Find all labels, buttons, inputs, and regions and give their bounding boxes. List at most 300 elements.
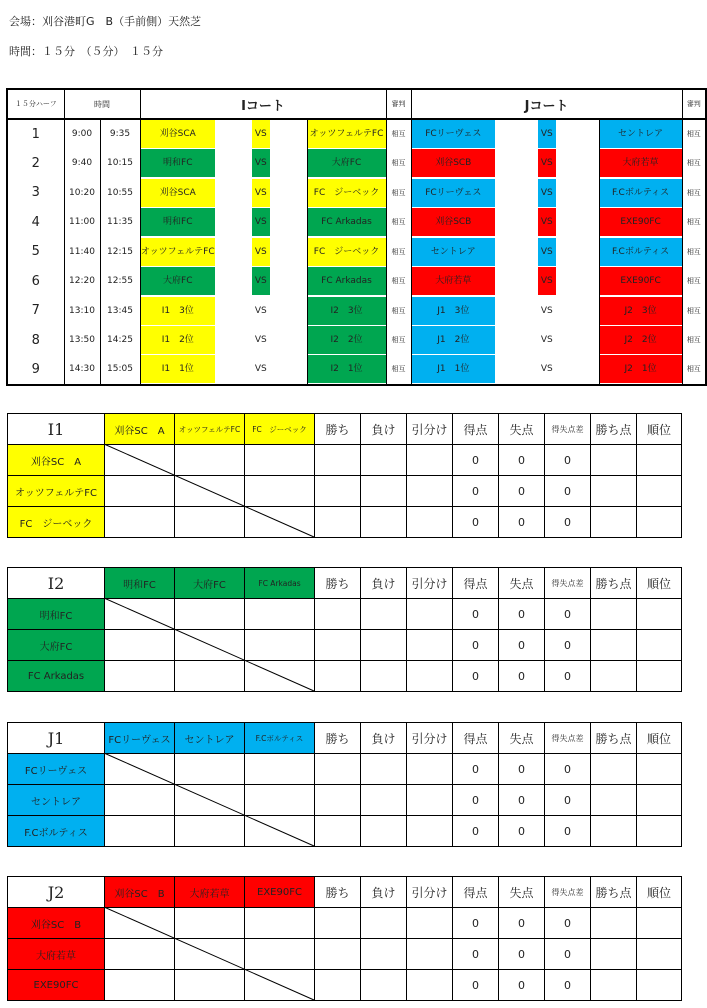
court-j-away-team-label: J2 3位 bbox=[600, 297, 682, 325]
court-i-home-team bbox=[140, 326, 215, 356]
court-j-home-team bbox=[411, 119, 495, 149]
court-i-referee: 相互 bbox=[386, 178, 411, 208]
start-time: 12:20 bbox=[69, 276, 95, 287]
result-cell bbox=[175, 754, 245, 785]
result-cell bbox=[175, 816, 245, 847]
result-cell bbox=[105, 661, 175, 692]
court-j-away-team bbox=[599, 119, 682, 149]
group-table-i1 bbox=[7, 413, 682, 538]
rank-cell bbox=[637, 599, 682, 630]
result-cell bbox=[245, 816, 315, 847]
court-j-vs bbox=[495, 208, 599, 238]
goals-against-cell: 0 bbox=[499, 939, 545, 970]
court-i-home-team bbox=[140, 149, 215, 179]
draws-cell bbox=[407, 661, 453, 692]
points-cell bbox=[591, 816, 637, 847]
draws-cell bbox=[407, 816, 453, 847]
court-j-away-team-label: F.Cボルティス bbox=[600, 179, 682, 207]
result-cell bbox=[245, 661, 315, 692]
wins-cell bbox=[315, 754, 361, 785]
points-cell bbox=[591, 939, 637, 970]
stat-header-win: 勝ち bbox=[315, 877, 361, 908]
court-j-vs-label: VS bbox=[540, 364, 553, 375]
result-cell bbox=[245, 939, 315, 970]
match-number: 4 bbox=[7, 208, 64, 238]
result-cell bbox=[245, 476, 315, 507]
court-j-vs-label: VS bbox=[538, 267, 556, 295]
team-name: 大府FC bbox=[8, 630, 105, 661]
court-j-away-team-label: F.Cボルティス bbox=[600, 238, 682, 266]
losses-cell bbox=[361, 630, 407, 661]
goals-for-cell: 0 bbox=[453, 939, 499, 970]
ref-label-i: 審判 bbox=[386, 89, 411, 119]
court-i-away-team bbox=[307, 149, 386, 179]
court-j-vs bbox=[495, 237, 599, 267]
wins-cell bbox=[315, 476, 361, 507]
court-i-away-team-label: FC Arkadas bbox=[308, 208, 386, 236]
result-cell bbox=[105, 445, 175, 476]
draws-cell bbox=[407, 908, 453, 939]
team-name: EXE90FC bbox=[8, 970, 105, 1001]
court-i-vs-label: VS bbox=[252, 120, 270, 148]
losses-cell bbox=[361, 445, 407, 476]
court-i-vs-label: VS bbox=[252, 149, 270, 177]
points-cell bbox=[591, 476, 637, 507]
court-j-vs-label: VS bbox=[538, 238, 556, 266]
team-row bbox=[8, 445, 682, 476]
result-cell bbox=[105, 630, 175, 661]
court-j-referee: 相互 bbox=[682, 296, 706, 326]
result-cell bbox=[105, 970, 175, 1001]
end-time: 11:35 bbox=[100, 208, 140, 238]
court-i-vs bbox=[215, 355, 307, 385]
time-format-text: 時間：１５分 （５分） １５分 bbox=[9, 45, 163, 58]
wins-cell bbox=[315, 661, 361, 692]
end-time: 15:05 bbox=[100, 355, 140, 385]
stat-header-rank: 順位 bbox=[637, 568, 682, 599]
schedule-row bbox=[7, 119, 706, 149]
court-i-vs-label: VS bbox=[252, 179, 270, 207]
court-j-home-team bbox=[411, 149, 495, 179]
end-time: 10:15 bbox=[100, 149, 140, 179]
court-i-home-team bbox=[140, 119, 215, 149]
court-i-referee: 相互 bbox=[386, 326, 411, 356]
court-i-away-team bbox=[307, 208, 386, 238]
goals-against-cell: 0 bbox=[499, 754, 545, 785]
court-j-referee: 相互 bbox=[682, 355, 706, 385]
court-j-home-team-label: J1 3位 bbox=[412, 297, 496, 325]
team-row bbox=[8, 661, 682, 692]
wins-cell bbox=[315, 630, 361, 661]
court-i-away-team bbox=[307, 296, 386, 326]
court-i-away-team bbox=[307, 326, 386, 356]
court-i-vs bbox=[215, 237, 307, 267]
goals-against-cell: 0 bbox=[499, 445, 545, 476]
goal-diff-cell: 0 bbox=[545, 507, 591, 538]
court-i-home-team-label: I1 1位 bbox=[141, 355, 216, 383]
result-cell bbox=[175, 939, 245, 970]
goal-diff-cell: 0 bbox=[545, 445, 591, 476]
result-cell bbox=[105, 939, 175, 970]
court-j-away-team bbox=[599, 267, 682, 297]
goal-diff-cell: 0 bbox=[545, 939, 591, 970]
stat-header-draw: 引分け bbox=[407, 723, 453, 754]
result-cell bbox=[175, 630, 245, 661]
result-cell bbox=[175, 599, 245, 630]
result-cell bbox=[245, 754, 315, 785]
goals-against-cell: 0 bbox=[499, 970, 545, 1001]
court-i-vs bbox=[215, 296, 307, 326]
goals-for-cell: 0 bbox=[453, 661, 499, 692]
court-i-vs bbox=[215, 208, 307, 238]
team-row bbox=[8, 908, 682, 939]
wins-cell bbox=[315, 507, 361, 538]
team-row bbox=[8, 785, 682, 816]
court-j-referee: 相互 bbox=[682, 178, 706, 208]
court-j-referee: 相互 bbox=[682, 326, 706, 356]
court-i-home-team bbox=[140, 355, 215, 385]
points-cell bbox=[591, 754, 637, 785]
match-number: 5 bbox=[7, 237, 64, 267]
losses-cell bbox=[361, 661, 407, 692]
stat-header-gd: 得失点差 bbox=[545, 414, 591, 445]
result-cell bbox=[245, 507, 315, 538]
result-cell bbox=[105, 816, 175, 847]
end-time: 12:15 bbox=[100, 237, 140, 267]
court-i-vs-label: VS bbox=[254, 305, 267, 316]
court-j-home-team-label: J1 2位 bbox=[412, 326, 496, 354]
group-name: J1 bbox=[8, 723, 105, 754]
stat-header-win: 勝ち bbox=[315, 723, 361, 754]
goals-against-cell: 0 bbox=[499, 476, 545, 507]
court-i-home-team-label: 刈谷SCA bbox=[141, 179, 216, 207]
court-i-referee: 相互 bbox=[386, 296, 411, 326]
court-j-vs-label: VS bbox=[538, 120, 556, 148]
rank-cell bbox=[637, 908, 682, 939]
result-cell bbox=[245, 599, 315, 630]
court-j-away-team bbox=[599, 149, 682, 179]
goal-diff-cell: 0 bbox=[545, 754, 591, 785]
court-i-home-team bbox=[140, 237, 215, 267]
court-j-title: Jコート bbox=[411, 89, 682, 119]
stat-header-gf: 得点 bbox=[453, 723, 499, 754]
court-i-away-team bbox=[307, 237, 386, 267]
team-row bbox=[8, 476, 682, 507]
start-time: 9:00 bbox=[64, 119, 100, 149]
court-i-home-team-label: オッツフェルテFC bbox=[141, 238, 216, 266]
result-cell bbox=[175, 476, 245, 507]
match-number: 3 bbox=[7, 178, 64, 208]
court-j-home-team bbox=[411, 208, 495, 238]
court-i-vs bbox=[215, 119, 307, 149]
start-time: 9:40 bbox=[71, 158, 93, 169]
match-number: 1 bbox=[7, 119, 64, 149]
team-name: 大府若草 bbox=[8, 939, 105, 970]
schedule-row bbox=[7, 149, 706, 179]
court-i-home-team-label: I1 3位 bbox=[141, 297, 216, 325]
court-j-home-team bbox=[411, 326, 495, 356]
schedule-row bbox=[7, 326, 706, 356]
group-table-j2 bbox=[7, 876, 682, 1001]
court-i-vs bbox=[215, 267, 307, 297]
court-j-home-team bbox=[411, 178, 495, 208]
match-number: 7 bbox=[7, 296, 64, 326]
stat-header-rank: 順位 bbox=[637, 723, 682, 754]
court-j-vs-label: VS bbox=[538, 149, 556, 177]
result-cell bbox=[245, 630, 315, 661]
court-i-home-team-label: 明和FC bbox=[141, 208, 216, 236]
points-cell bbox=[591, 785, 637, 816]
court-i-home-team bbox=[140, 296, 215, 326]
court-j-referee: 相互 bbox=[682, 267, 706, 297]
schedule-row bbox=[7, 178, 706, 208]
result-cell bbox=[105, 785, 175, 816]
goals-against-cell: 0 bbox=[499, 599, 545, 630]
stat-header-loss: 負け bbox=[361, 723, 407, 754]
goal-diff-cell: 0 bbox=[545, 970, 591, 1001]
goal-diff-cell: 0 bbox=[545, 599, 591, 630]
stat-header-draw: 引分け bbox=[407, 414, 453, 445]
team-row bbox=[8, 816, 682, 847]
stat-header-gf: 得点 bbox=[453, 877, 499, 908]
stat-header-ga: 失点 bbox=[499, 414, 545, 445]
court-j-away-team bbox=[599, 237, 682, 267]
court-j-home-team bbox=[411, 237, 495, 267]
wins-cell bbox=[315, 970, 361, 1001]
court-j-vs bbox=[495, 296, 599, 326]
goals-for-cell: 0 bbox=[453, 630, 499, 661]
court-j-home-team-label: 刈谷SCB bbox=[412, 208, 496, 236]
points-cell bbox=[591, 507, 637, 538]
stat-header-draw: 引分け bbox=[407, 877, 453, 908]
rank-cell bbox=[637, 754, 682, 785]
result-cell bbox=[245, 785, 315, 816]
start-time: 11:00 bbox=[69, 217, 95, 228]
team-name: 刈谷SC A bbox=[8, 445, 105, 476]
stat-header-gd: 得失点差 bbox=[545, 568, 591, 599]
rank-cell bbox=[637, 476, 682, 507]
court-j-referee: 相互 bbox=[682, 208, 706, 238]
court-i-away-team-label: オッツフェルテFC bbox=[308, 120, 386, 148]
draws-cell bbox=[407, 630, 453, 661]
draws-cell bbox=[407, 476, 453, 507]
draws-cell bbox=[407, 599, 453, 630]
draws-cell bbox=[407, 785, 453, 816]
goals-against-cell: 0 bbox=[499, 816, 545, 847]
start-time: 13:10 bbox=[69, 305, 95, 316]
goals-for-cell: 0 bbox=[453, 754, 499, 785]
court-j-away-team-label: EXE90FC bbox=[600, 208, 682, 236]
losses-cell bbox=[361, 816, 407, 847]
start-time: 14:30 bbox=[69, 364, 95, 375]
court-j-vs-label: VS bbox=[538, 179, 556, 207]
court-j-away-team-label: 大府若草 bbox=[600, 149, 682, 177]
goals-for-cell: 0 bbox=[453, 476, 499, 507]
draws-cell bbox=[407, 939, 453, 970]
court-i-vs bbox=[215, 149, 307, 179]
points-cell bbox=[591, 445, 637, 476]
court-i-referee: 相互 bbox=[386, 267, 411, 297]
goal-diff-cell: 0 bbox=[545, 630, 591, 661]
court-j-vs bbox=[495, 267, 599, 297]
rank-cell bbox=[637, 445, 682, 476]
goals-against-cell: 0 bbox=[499, 661, 545, 692]
team-row bbox=[8, 507, 682, 538]
court-j-vs bbox=[495, 178, 599, 208]
start-time: 10:20 bbox=[69, 187, 95, 198]
opponent-header: EXE90FC bbox=[245, 877, 315, 908]
opponent-header: 大府若草 bbox=[175, 877, 245, 908]
court-i-away-team-label: FC Arkadas bbox=[308, 267, 386, 295]
stat-header-gf: 得点 bbox=[453, 568, 499, 599]
points-cell bbox=[591, 599, 637, 630]
opponent-header: F.Cボルティス bbox=[245, 723, 315, 754]
court-i-referee: 相互 bbox=[386, 355, 411, 385]
schedule-row bbox=[7, 296, 706, 326]
wins-cell bbox=[315, 445, 361, 476]
result-cell bbox=[175, 445, 245, 476]
goals-against-cell: 0 bbox=[499, 785, 545, 816]
rank-cell bbox=[637, 816, 682, 847]
stat-header-loss: 負け bbox=[361, 877, 407, 908]
losses-cell bbox=[361, 507, 407, 538]
court-i-vs bbox=[215, 178, 307, 208]
court-i-away-team bbox=[307, 267, 386, 297]
losses-cell bbox=[361, 476, 407, 507]
court-j-vs bbox=[495, 119, 599, 149]
wins-cell bbox=[315, 816, 361, 847]
court-i-referee: 相互 bbox=[386, 237, 411, 267]
draws-cell bbox=[407, 445, 453, 476]
goal-diff-cell: 0 bbox=[545, 476, 591, 507]
stat-header-draw: 引分け bbox=[407, 568, 453, 599]
stat-header-ga: 失点 bbox=[499, 568, 545, 599]
match-schedule-table bbox=[6, 88, 707, 386]
court-j-home-team-label: FCリーヴェス bbox=[412, 179, 496, 207]
end-time: 14:25 bbox=[100, 326, 140, 356]
court-j-vs bbox=[495, 326, 599, 356]
court-j-away-team-label: J2 1位 bbox=[600, 355, 682, 383]
court-i-home-team-label: 刈谷SCA bbox=[141, 120, 216, 148]
court-i-title: Iコート bbox=[140, 89, 386, 119]
court-i-away-team-label: FC ジーベック bbox=[308, 238, 386, 266]
court-j-home-team bbox=[411, 355, 495, 385]
ref-label-j: 審判 bbox=[682, 89, 706, 119]
opponent-header: FCリーヴェス bbox=[105, 723, 175, 754]
court-i-referee: 相互 bbox=[386, 149, 411, 179]
team-name: F.Cボルティス bbox=[8, 816, 105, 847]
result-cell bbox=[175, 970, 245, 1001]
wins-cell bbox=[315, 908, 361, 939]
result-cell bbox=[175, 785, 245, 816]
court-j-home-team-label: 刈谷SCB bbox=[412, 149, 496, 177]
court-j-vs-label: VS bbox=[540, 335, 553, 346]
court-i-referee: 相互 bbox=[386, 208, 411, 238]
result-cell bbox=[245, 445, 315, 476]
court-j-vs-label: VS bbox=[540, 305, 553, 316]
stat-header-win: 勝ち bbox=[315, 414, 361, 445]
goals-against-cell: 0 bbox=[499, 507, 545, 538]
team-name: 明和FC bbox=[8, 599, 105, 630]
group-table-j1 bbox=[7, 722, 682, 847]
match-number: 2 bbox=[7, 149, 64, 179]
rank-cell bbox=[637, 507, 682, 538]
court-i-referee: 相互 bbox=[386, 119, 411, 149]
draws-cell bbox=[407, 754, 453, 785]
wins-cell bbox=[315, 599, 361, 630]
court-j-home-team-label: セントレア bbox=[412, 238, 496, 266]
court-j-vs-label: VS bbox=[538, 208, 556, 236]
schedule-header-row bbox=[7, 89, 706, 119]
points-cell bbox=[591, 970, 637, 1001]
stat-header-win: 勝ち bbox=[315, 568, 361, 599]
team-name: FC ジーベック bbox=[8, 507, 105, 538]
court-i-away-team-label: I2 1位 bbox=[308, 355, 386, 383]
team-name: 刈谷SC B bbox=[8, 908, 105, 939]
result-cell bbox=[105, 754, 175, 785]
court-j-home-team-label: FCリーヴェス bbox=[412, 120, 496, 148]
court-j-home-team-label: 大府若草 bbox=[412, 267, 496, 295]
goal-diff-cell: 0 bbox=[545, 785, 591, 816]
result-cell bbox=[105, 599, 175, 630]
court-i-vs-label: VS bbox=[252, 267, 270, 295]
match-number: 6 bbox=[7, 267, 64, 297]
goals-for-cell: 0 bbox=[453, 785, 499, 816]
schedule-row bbox=[7, 355, 706, 385]
group-name: I2 bbox=[8, 568, 105, 599]
stat-header-rank: 順位 bbox=[637, 414, 682, 445]
court-i-home-team-label: I1 2位 bbox=[141, 326, 216, 354]
goals-for-cell: 0 bbox=[453, 816, 499, 847]
team-name: FC Arkadas bbox=[8, 661, 105, 692]
end-time: 9:35 bbox=[100, 119, 140, 149]
goal-diff-cell: 0 bbox=[545, 661, 591, 692]
losses-cell bbox=[361, 785, 407, 816]
goal-diff-cell: 0 bbox=[545, 908, 591, 939]
court-i-home-team bbox=[140, 267, 215, 297]
stat-header-pts: 勝ち点 bbox=[591, 414, 637, 445]
opponent-header: FC ジーベック bbox=[245, 414, 315, 445]
start-time: 11:40 bbox=[69, 246, 95, 257]
goals-for-cell: 0 bbox=[453, 445, 499, 476]
wins-cell bbox=[315, 939, 361, 970]
court-i-vs bbox=[215, 326, 307, 356]
court-i-home-team bbox=[140, 178, 215, 208]
court-i-vs-label: VS bbox=[254, 364, 267, 375]
losses-cell bbox=[361, 599, 407, 630]
court-i-home-team bbox=[140, 208, 215, 238]
wins-cell bbox=[315, 785, 361, 816]
court-j-home-team bbox=[411, 296, 495, 326]
team-name: オッツフェルテFC bbox=[8, 476, 105, 507]
court-j-vs bbox=[495, 355, 599, 385]
court-i-away-team-label: 大府FC bbox=[308, 149, 386, 177]
court-j-vs bbox=[495, 149, 599, 179]
goals-for-cell: 0 bbox=[453, 599, 499, 630]
court-i-away-team bbox=[307, 119, 386, 149]
losses-cell bbox=[361, 908, 407, 939]
stat-header-gd: 得失点差 bbox=[545, 723, 591, 754]
court-j-away-team bbox=[599, 208, 682, 238]
goals-against-cell: 0 bbox=[499, 630, 545, 661]
court-j-home-team-label: J1 1位 bbox=[412, 355, 496, 383]
stat-header-loss: 負け bbox=[361, 414, 407, 445]
time-label: 時間 bbox=[64, 89, 140, 119]
court-i-away-team-label: FC ジーベック bbox=[308, 179, 386, 207]
end-time: 10:55 bbox=[100, 178, 140, 208]
court-i-away-team-label: I2 2位 bbox=[308, 326, 386, 354]
court-j-away-team-label: セントレア bbox=[600, 120, 682, 148]
